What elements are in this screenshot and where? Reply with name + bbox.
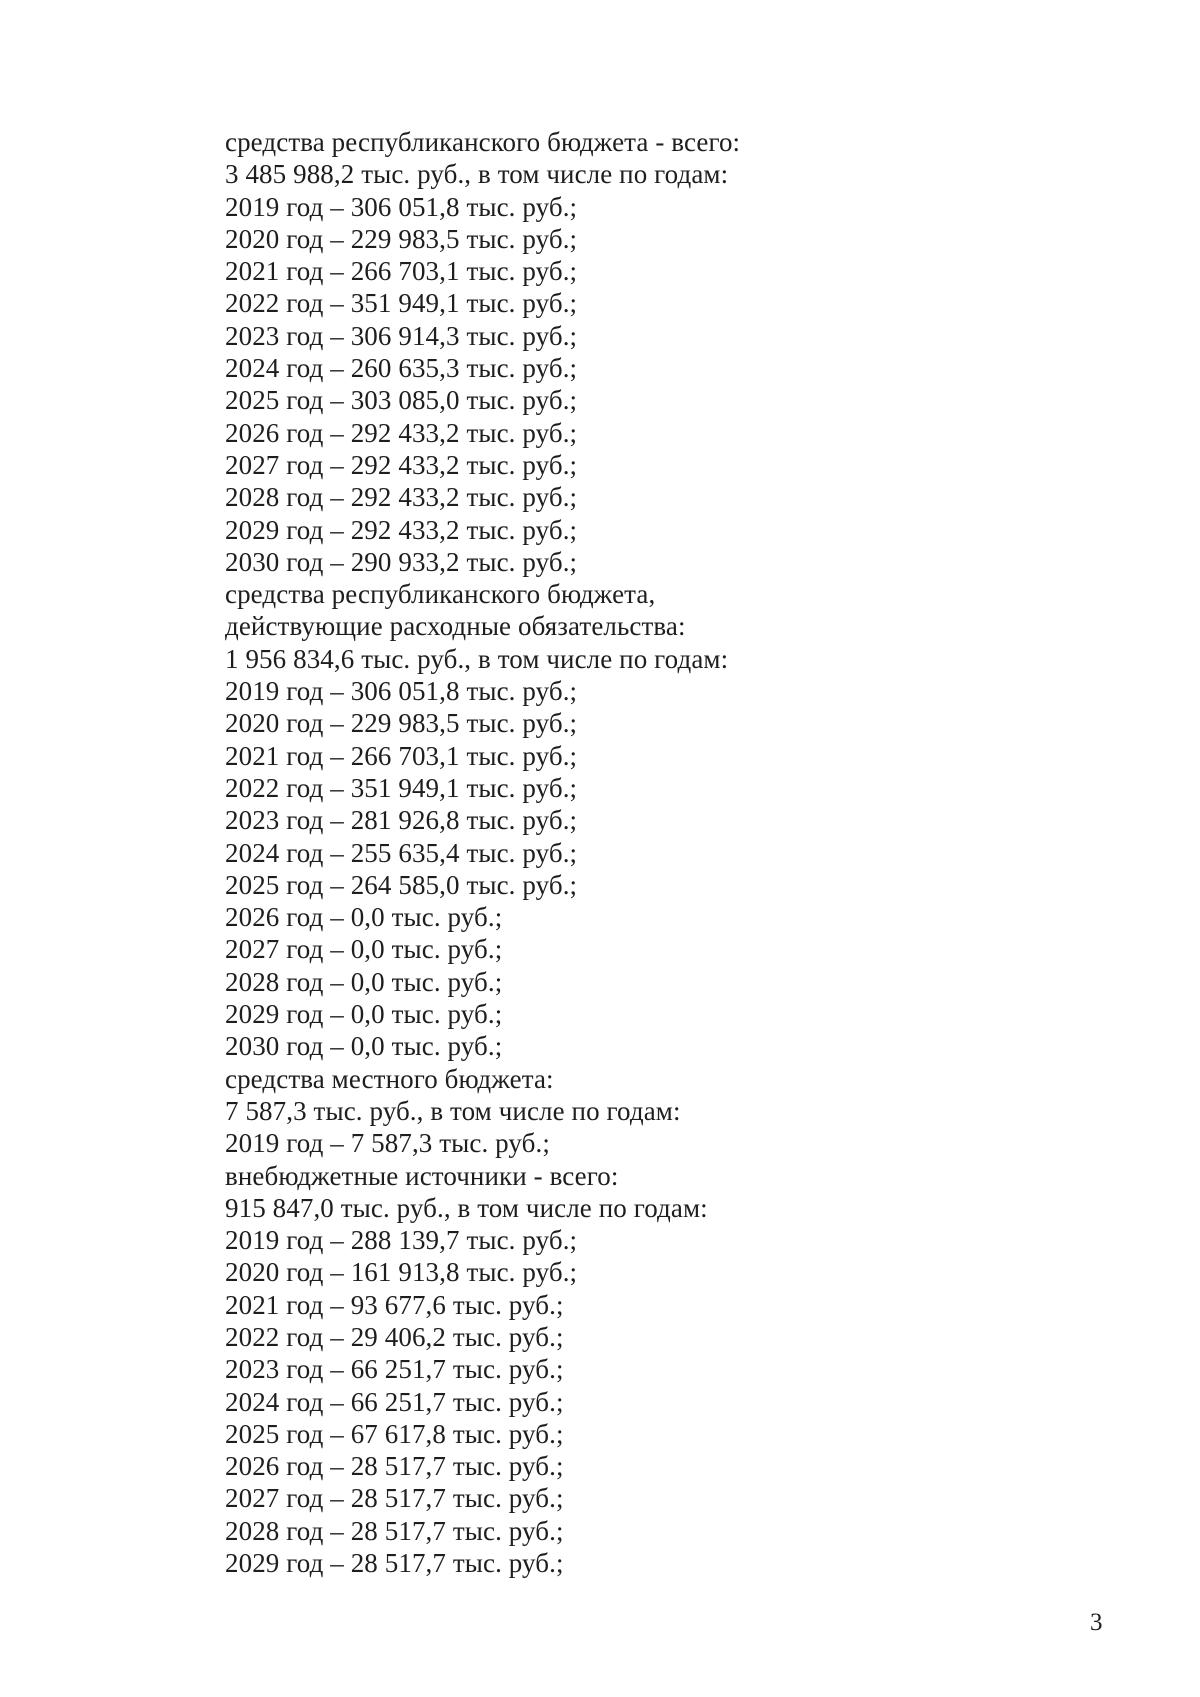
text-line: 2028 год – 28 517,7 тыс. руб.;: [225, 1515, 564, 1546]
text-line: 2022 год – 351 949,1 тыс. руб.;: [225, 288, 578, 319]
text-line: 2025 год – 264 585,0 тыс. руб.;: [225, 869, 578, 900]
text-line: 2027 год – 292 433,2 тыс. руб.;: [225, 449, 578, 480]
text-line: внебюджетные источники - всего:: [225, 1160, 619, 1191]
funding-text-block: [225, 126, 1045, 1579]
text-line: 2022 год – 29 406,2 тыс. руб.;: [225, 1321, 564, 1352]
text-line: 2025 год – 303 085,0 тыс. руб.;: [225, 385, 578, 416]
text-line: 2029 год – 28 517,7 тыс. руб.;: [225, 1548, 564, 1579]
text-line: 2019 год – 7 587,3 тыс. руб.;: [225, 1128, 550, 1159]
page-number: 3: [1090, 1609, 1103, 1636]
text-line: 2021 год – 93 677,6 тыс. руб.;: [225, 1289, 564, 1320]
text-line: 3 485 988,2 тыс. руб., в том числе по годам:: [225, 159, 729, 190]
text-line: 2021 год – 266 703,1 тыс. руб.;: [225, 256, 578, 287]
text-line: 2019 год – 306 051,8 тыс. руб.;: [225, 191, 578, 222]
text-line: 2023 год – 66 251,7 тыс. руб.;: [225, 1354, 564, 1385]
text-line: 2028 год – 0,0 тыс. руб.;: [225, 966, 503, 997]
text-line: 2019 год – 306 051,8 тыс. руб.;: [225, 676, 578, 707]
text-line: 2020 год – 161 913,8 тыс. руб.;: [225, 1257, 578, 1288]
text-line: 7 587,3 тыс. руб., в том числе по годам:: [225, 1095, 681, 1126]
text-line: 2027 год – 0,0 тыс. руб.;: [225, 934, 503, 965]
text-line: средства местного бюджета:: [225, 1063, 554, 1094]
text-line: 2024 год – 66 251,7 тыс. руб.;: [225, 1386, 564, 1417]
text-line: 2027 год – 28 517,7 тыс. руб.;: [225, 1483, 564, 1514]
text-line: 2020 год – 229 983,5 тыс. руб.;: [225, 708, 578, 739]
text-line: 2025 год – 67 617,8 тыс. руб.;: [225, 1418, 564, 1449]
text-line: 2022 год – 351 949,1 тыс. руб.;: [225, 772, 578, 803]
text-line: 2023 год – 306 914,3 тыс. руб.;: [225, 320, 578, 351]
text-line: 2020 год – 229 983,5 тыс. руб.;: [225, 223, 578, 254]
text-line: 2024 год – 255 635,4 тыс. руб.;: [225, 837, 578, 868]
text-line: 2026 год – 292 433,2 тыс. руб.;: [225, 417, 578, 448]
text-line: средства республиканского бюджета - всего:: [225, 127, 741, 157]
text-line: 2024 год – 260 635,3 тыс. руб.;: [225, 353, 578, 384]
text-line: 1 956 834,6 тыс. руб., в том числе по годам:: [225, 643, 729, 674]
text-line: 915 847,0 тыс. руб., в том числе по годам:: [225, 1192, 708, 1223]
text-line: 2029 год – 292 433,2 тыс. руб.;: [225, 514, 578, 545]
text-line: 2026 год – 28 517,7 тыс. руб.;: [225, 1451, 564, 1482]
text-line: средства республиканского бюджета,: [225, 579, 656, 610]
text-line: 2030 год – 290 933,2 тыс. руб.;: [225, 546, 578, 577]
text-line: 2030 год – 0,0 тыс. руб.;: [225, 1031, 503, 1062]
text-line: 2028 год – 292 433,2 тыс. руб.;: [225, 482, 578, 513]
text-line: 2023 год – 281 926,8 тыс. руб.;: [225, 805, 578, 836]
text-line: действующие расходные обязательства:: [225, 611, 686, 642]
text-line: 2026 год – 0,0 тыс. руб.;: [225, 902, 503, 933]
text-line: 2029 год – 0,0 тыс. руб.;: [225, 999, 503, 1030]
text-line: 2019 год – 288 139,7 тыс. руб.;: [225, 1225, 578, 1256]
text-line: 2021 год – 266 703,1 тыс. руб.;: [225, 740, 578, 771]
